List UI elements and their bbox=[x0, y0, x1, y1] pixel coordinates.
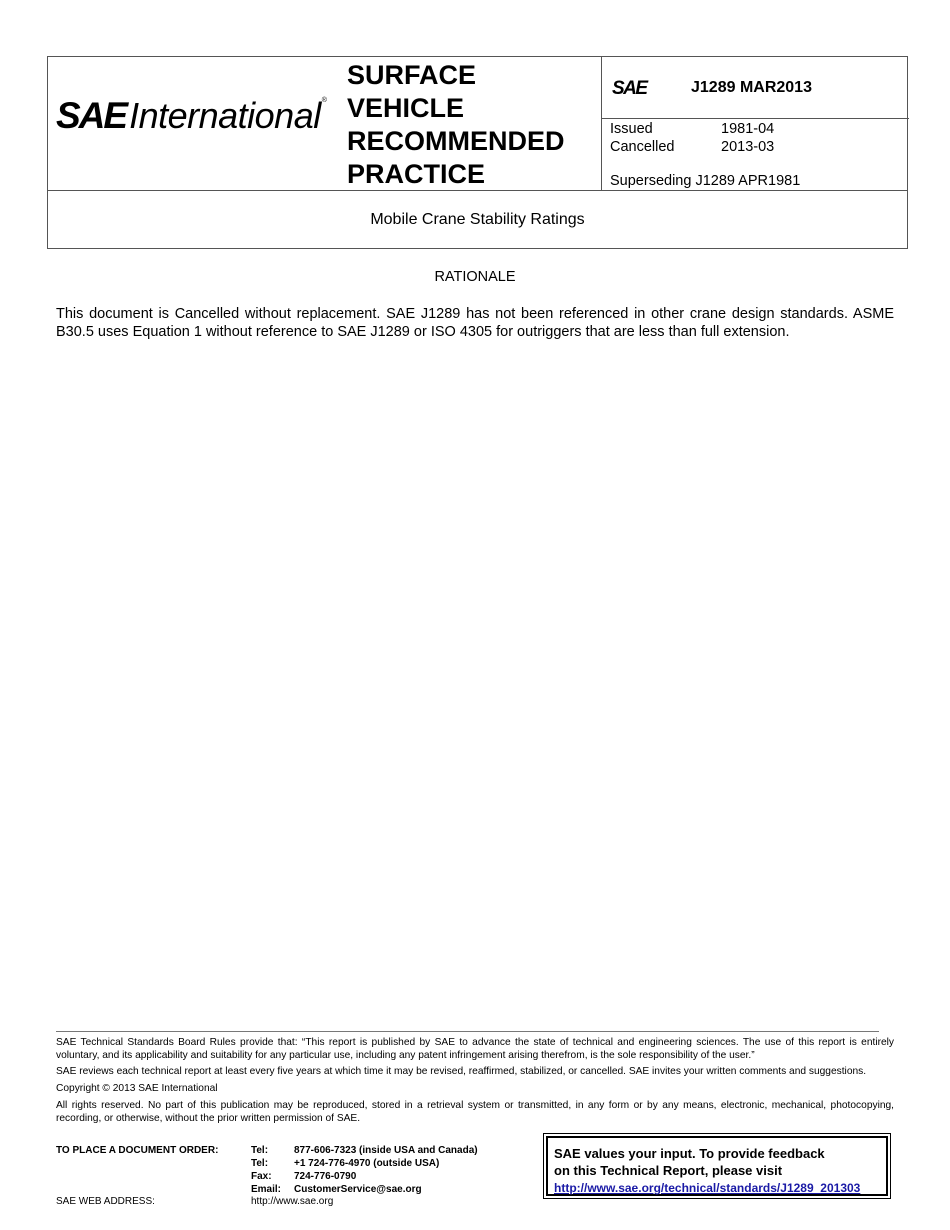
sae-small-logo: SAE bbox=[612, 78, 647, 99]
feedback-line-1: SAE values your input. To provide feedback bbox=[554, 1146, 825, 1161]
issued-label: Issued bbox=[610, 121, 653, 137]
footer-board-rules: SAE Technical Standards Board Rules provide that: “This report is published by SAE to advance the state of technical and engineering sciences. The use of this report is entirely voluntary, and its applicability and suitability for any particular use, including any patent infringement arising therefrom, is the sole responsibility of the user.” bbox=[56, 1037, 894, 1061]
document-type bbox=[347, 59, 601, 191]
logo-sae-mark: SAE bbox=[56, 95, 127, 136]
tel2-label: Tel: bbox=[251, 1158, 269, 1169]
doc-type-line: RECOMMENDED bbox=[347, 126, 565, 156]
cancelled-date: 2013-03 bbox=[721, 139, 775, 155]
rationale-heading: RATIONALE bbox=[434, 269, 516, 285]
email-label: Email: bbox=[251, 1184, 282, 1195]
doc-type-line: VEHICLE bbox=[347, 93, 465, 123]
cancelled-label: Cancelled bbox=[610, 139, 675, 155]
tel1-label: Tel: bbox=[251, 1145, 269, 1156]
issued-date: 1981-04 bbox=[721, 121, 775, 137]
doc-type-line: SURFACE bbox=[347, 60, 477, 90]
footer-rights: All rights reserved. No part of this publication may be reproduced, stored in a retrieval system or transmitted, in any form or by any means, electronic, mechanical, photocopying, recording, or otherwise, without the prior written permission of SAE. bbox=[56, 1099, 894, 1124]
feedback-line-2: on this Technical Report, please visit bbox=[554, 1163, 783, 1178]
feedback-box-inner bbox=[546, 1136, 888, 1196]
web-address-label: SAE WEB ADDRESS: bbox=[56, 1196, 155, 1207]
order-label: TO PLACE A DOCUMENT ORDER: bbox=[56, 1145, 219, 1156]
logo-trademark: ® bbox=[321, 97, 327, 104]
document-number: J1289 MAR2013 bbox=[691, 79, 812, 96]
superseding-text: Superseding J1289 APR1981 bbox=[610, 173, 801, 189]
web-address-row bbox=[56, 1196, 334, 1207]
logo-international-word: International bbox=[129, 95, 321, 136]
email-value[interactable]: CustomerService@sae.org bbox=[294, 1184, 422, 1195]
document-info-cell bbox=[601, 57, 909, 190]
web-address-link[interactable]: http://www.sae.org bbox=[251, 1196, 334, 1207]
footer-divider bbox=[56, 1031, 879, 1032]
tel2-value: +1 724-776-4970 (outside USA) bbox=[294, 1158, 440, 1169]
document-header bbox=[47, 56, 908, 249]
logo-cell bbox=[48, 57, 338, 190]
feedback-box bbox=[543, 1133, 891, 1199]
doc-number-box bbox=[602, 57, 909, 119]
footer-legal bbox=[56, 1037, 894, 1129]
title-row bbox=[48, 190, 907, 250]
tel1-value: 877-606-7323 (inside USA and Canada) bbox=[294, 1145, 478, 1156]
fax-value: 724-776-0790 bbox=[294, 1171, 357, 1182]
sae-international-logo bbox=[56, 97, 327, 134]
rationale-body: This document is Cancelled without replacement. SAE J1289 has not been referenced in other crane design standards. ASME B30.5 uses Equation 1 without reference to SAE J1289 or ISO 4305 for outriggers that are less than full extension. bbox=[56, 306, 894, 340]
feedback-link[interactable]: http://www.sae.org/technical/standards/J1289_201303 bbox=[554, 1181, 861, 1195]
footer-review-policy: SAE reviews each technical report at least every five years at which time it may be revised, reaffirmed, stabilized, or cancelled. SAE invites your written comments and suggestions. bbox=[56, 1066, 867, 1078]
fax-label: Fax: bbox=[251, 1171, 272, 1182]
doc-type-line: PRACTICE bbox=[347, 159, 486, 189]
document-dates bbox=[610, 120, 774, 156]
issued-row bbox=[610, 120, 774, 138]
document-title: Mobile Crane Stability Ratings bbox=[370, 211, 585, 228]
cancelled-row bbox=[610, 138, 774, 156]
footer-copyright: Copyright © 2013 SAE International bbox=[56, 1083, 218, 1095]
